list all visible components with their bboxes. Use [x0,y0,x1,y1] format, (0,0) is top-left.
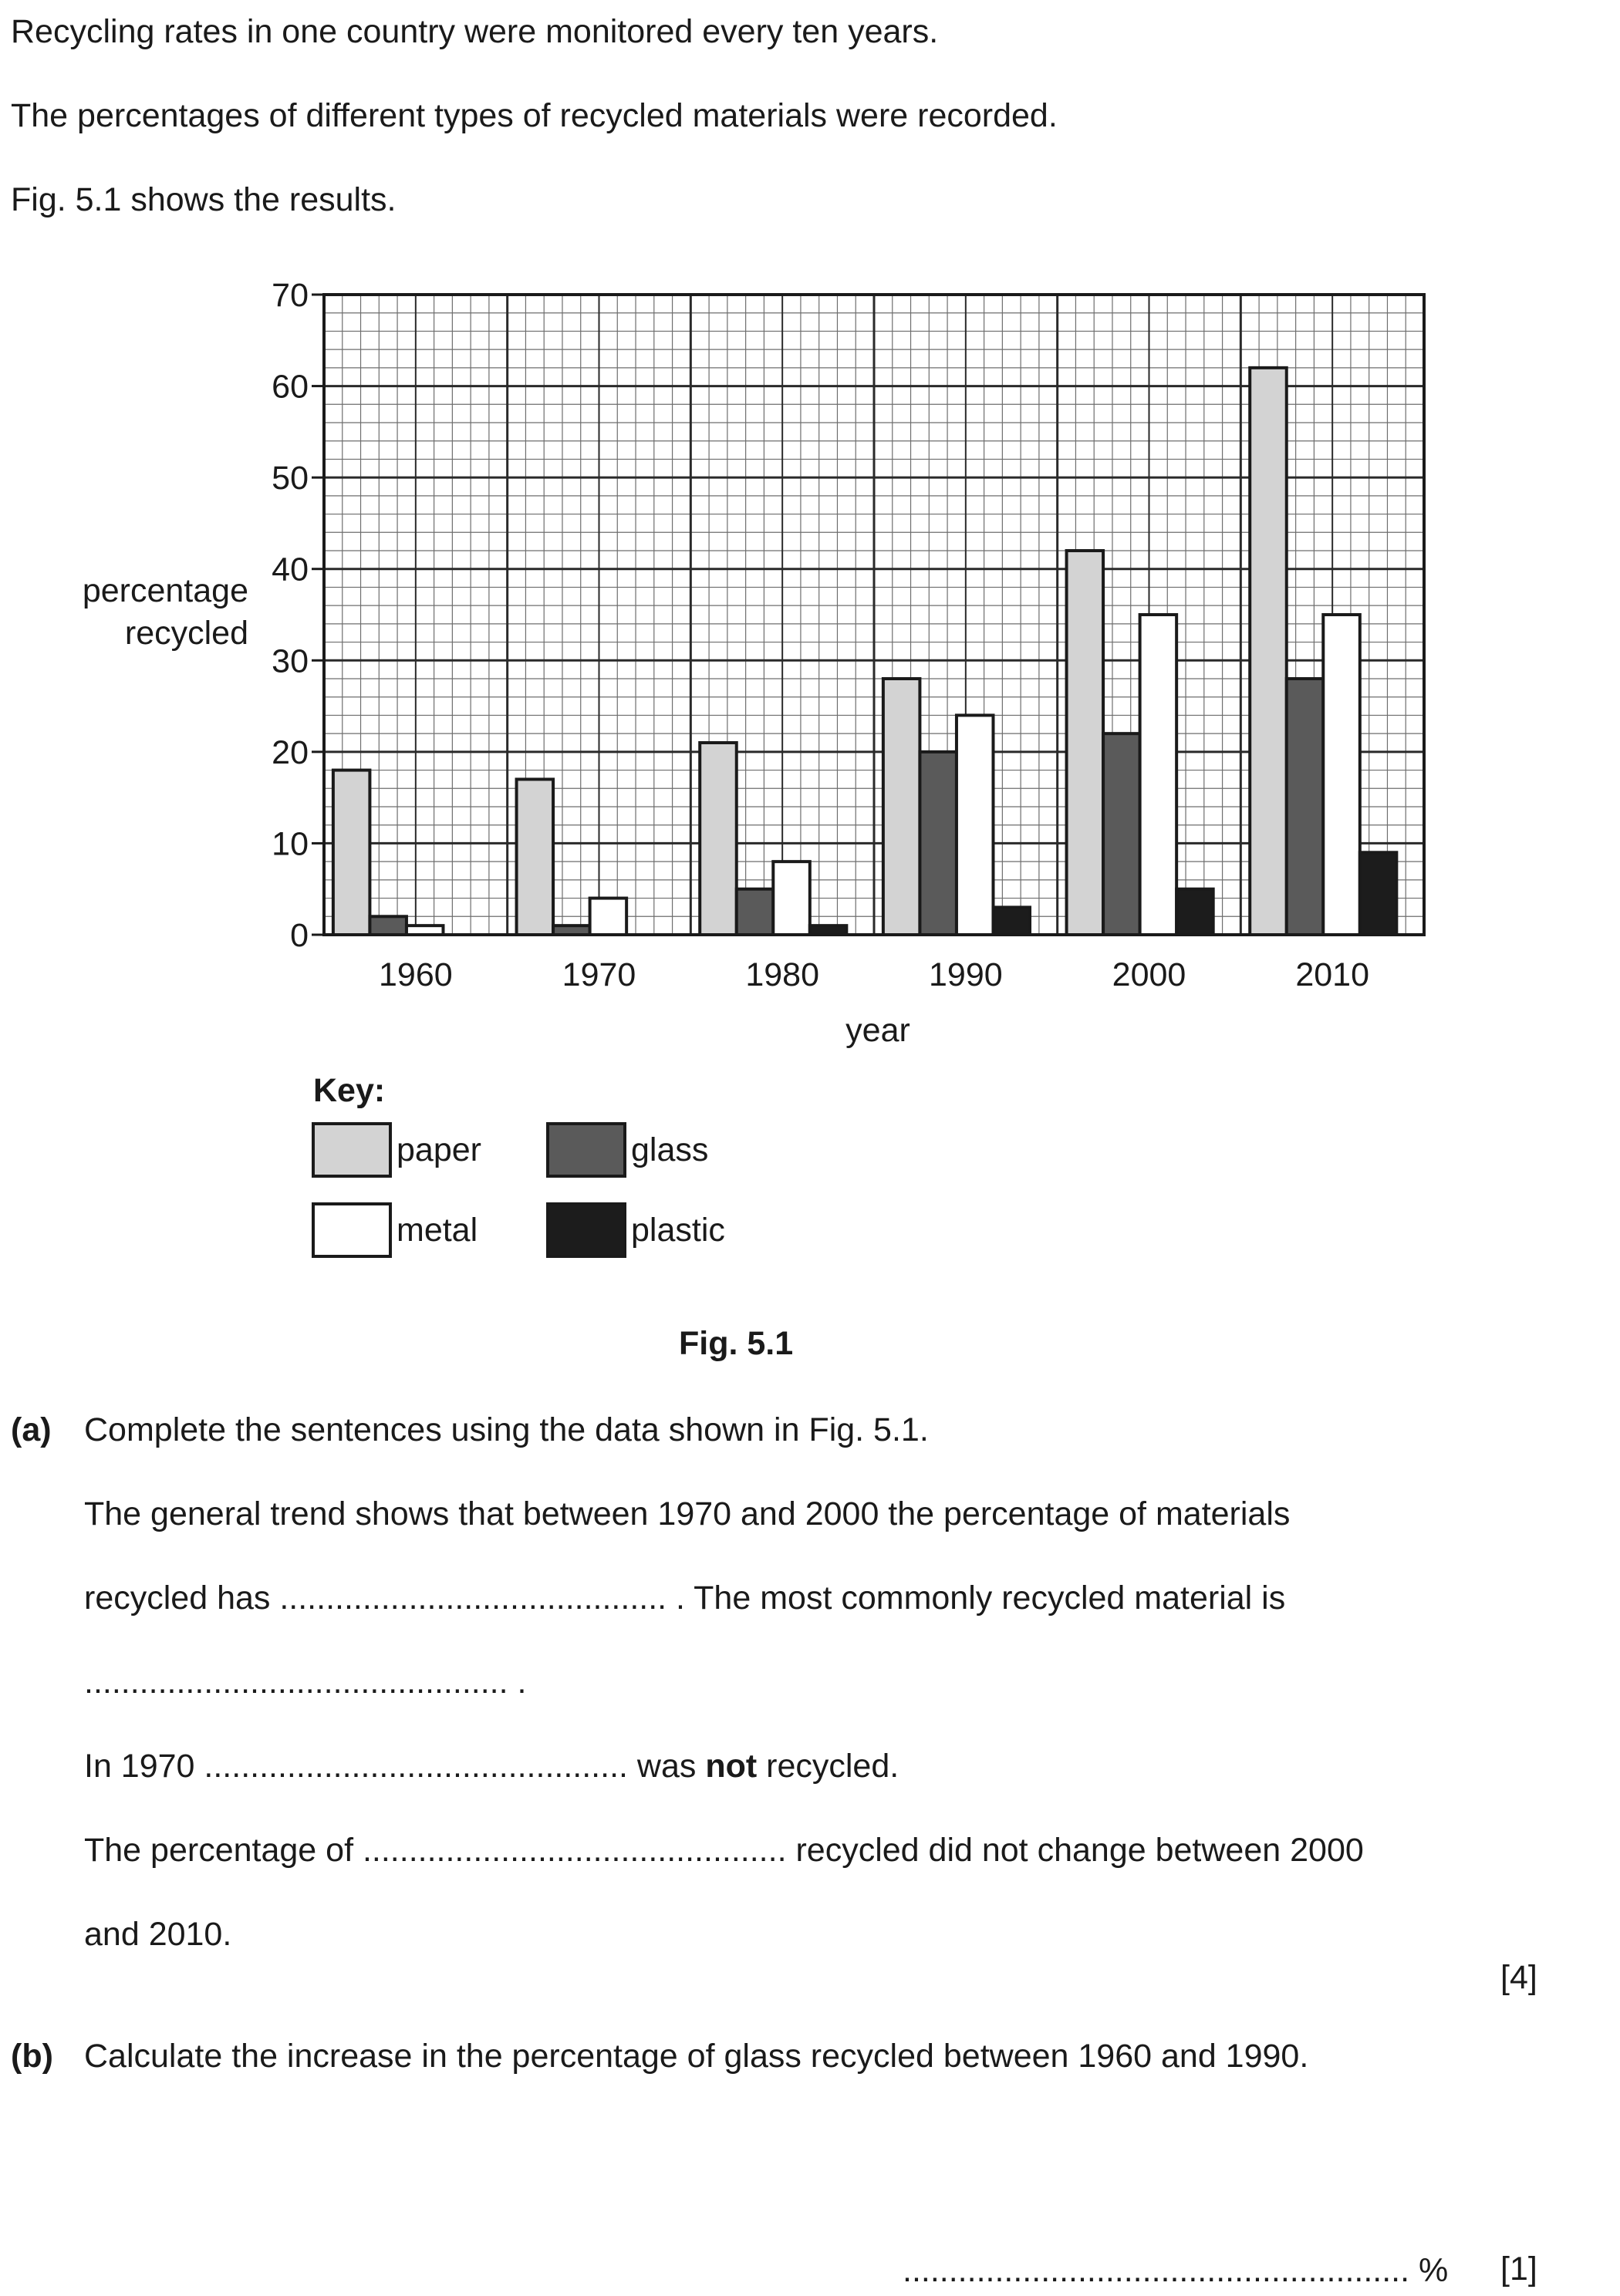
bar-glass-2010 [1287,679,1324,935]
y-tick-label-40: 40 [272,551,309,588]
bar-plastic-1990 [993,907,1030,935]
chart-x-ticks [379,956,1369,993]
figure-caption: Fig. 5.1 [679,1325,794,1362]
intro-line-1: Recycling rates in one country were monitored every ten years. [11,13,939,50]
intro-line-2: The percentages of different types of recycled materials were recorded. [11,97,1058,134]
bar-paper-1980 [700,743,737,935]
part-a-line-1: The general trend shows that between 1970 and 2000 the percentage of materials [84,1495,1291,1532]
x-tick-label-2000: 2000 [1112,956,1186,993]
legend-label-metal: metal [397,1212,478,1249]
bar-paper-1970 [517,779,554,935]
y-tick-label-60: 60 [272,368,309,406]
part-a-line-4-bold: not [705,1748,758,1785]
bar-metal-1990 [957,715,994,935]
legend-key-title: Key: [313,1072,386,1109]
legend-swatch-glass [548,1124,625,1176]
y-tick-label-10: 10 [272,825,309,863]
part-b-answer-line[interactable]: ....................................................... % [903,2252,1449,2289]
bar-glass-1990 [920,752,957,935]
part-a-label: (a) [11,1411,52,1448]
part-a-line-3[interactable]: .............................................. . [84,1664,527,1701]
legend-label-paper: paper [397,1131,481,1168]
x-tick-label-2010: 2010 [1295,956,1370,993]
y-tick-label-30: 30 [272,642,309,680]
intro-line-3: Fig. 5.1 shows the results. [11,181,397,218]
legend-swatch-paper [313,1124,390,1176]
bar-metal-1980 [773,861,810,935]
legend-label-glass: glass [631,1131,709,1168]
bar-glass-1960 [370,916,407,935]
bar-glass-1980 [737,889,774,935]
part-a-line-6: and 2010. [84,1916,232,1953]
y-tick-label-0: 0 [290,917,309,954]
bar-plastic-2000 [1176,889,1213,935]
bar-paper-2000 [1067,551,1104,935]
legend-swatch-metal [313,1204,390,1256]
part-b-marks: [1] [1500,2250,1537,2288]
y-axis-label-line-2: recycled [124,615,248,652]
chart-y-ticks [272,277,324,954]
bar-metal-2010 [1323,615,1360,935]
x-tick-label-1960: 1960 [378,956,453,993]
part-a-marks: [4] [1500,1959,1537,1996]
x-tick-label-1980: 1980 [745,956,820,993]
bar-paper-2010 [1250,368,1287,935]
bar-plastic-2010 [1360,852,1397,935]
part-a-line-4-post: recycled. [757,1748,899,1785]
bar-metal-2000 [1140,615,1177,935]
y-axis-label-line-1: percentage [82,572,248,609]
y-tick-label-70: 70 [272,277,309,314]
chart-legend [313,1072,725,1256]
part-a-line-4-pre: In 1970 .............................................. was [84,1748,706,1785]
part-b-label: (b) [11,2038,53,2075]
legend-label-plastic: plastic [631,1212,725,1249]
legend-swatch-plastic [548,1204,625,1256]
x-tick-label-1970: 1970 [562,956,636,993]
bar-metal-1970 [590,899,627,935]
bar-glass-2000 [1103,733,1140,935]
y-tick-label-50: 50 [272,460,309,497]
y-tick-label-20: 20 [272,733,309,771]
bar-paper-1960 [333,770,370,935]
part-a-line-4[interactable] [84,1746,899,1786]
chart-bars [333,368,1396,935]
part-b-question: Calculate the increase in the percentage of glass recycled between 1960 and 1990. [84,2038,1309,2075]
x-tick-label-1990: 1990 [928,956,1003,993]
part-a-line-5[interactable]: The percentage of .............................................. recycled did not change between 2000 [84,1832,1364,1869]
part-a-line-2[interactable]: recycled has .......................................... . The most commonly recycled material is [84,1580,1286,1617]
bar-paper-1990 [883,679,920,935]
x-axis-label: year [845,1012,910,1049]
part-a-instruction: Complete the sentences using the data shown in Fig. 5.1. [84,1411,929,1448]
